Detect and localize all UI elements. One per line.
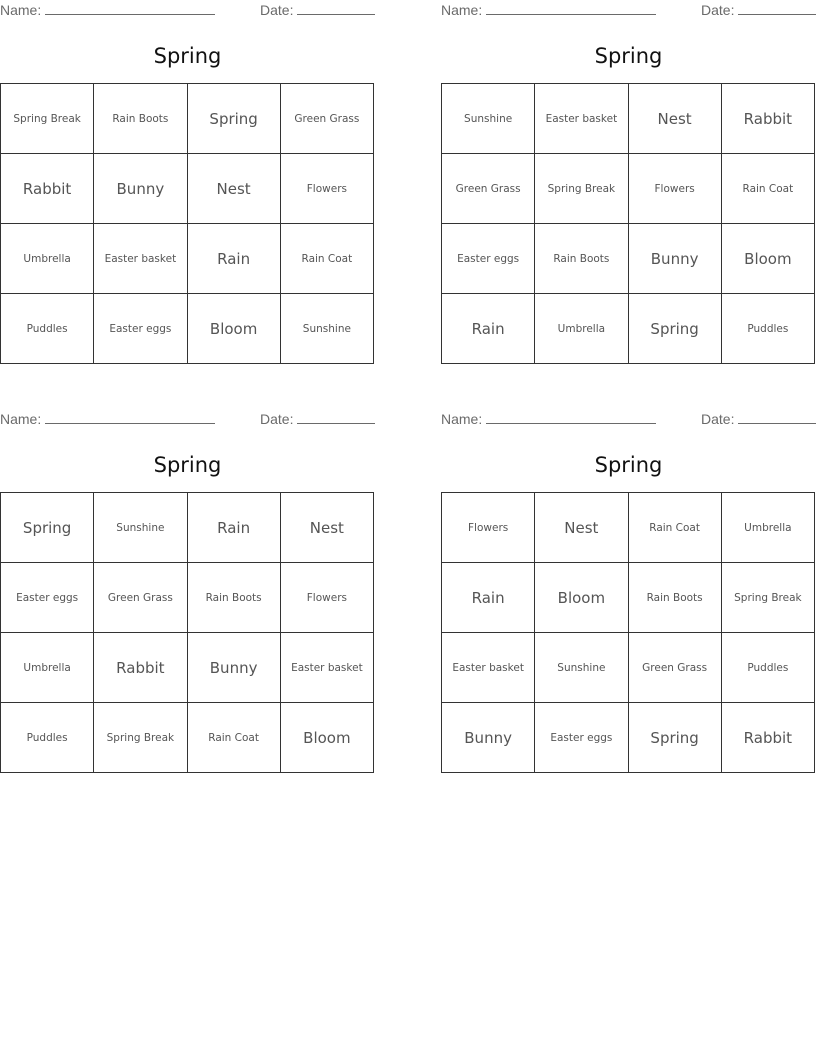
bingo-cell: Easter eggs [535,703,628,773]
card-header [0,409,375,429]
bingo-cell: Sunshine [281,294,374,364]
bingo-cell: Green Grass [442,154,535,224]
bingo-cell: Rain Boots [94,84,187,154]
bingo-cell: Umbrella [1,633,94,703]
bingo-cell: Spring [1,493,94,563]
card-header [0,0,375,20]
bingo-card-3 [0,409,375,774]
bingo-cell: Spring [629,294,722,364]
bingo-cell: Flowers [281,563,374,633]
bingo-cell: Green Grass [281,84,374,154]
bingo-cell: Easter basket [442,633,535,703]
name-blank-line [45,409,215,424]
date-blank-line [297,0,375,15]
bingo-card-1 [0,0,375,365]
bingo-cell: Umbrella [722,493,815,563]
name-blank-line [486,0,656,15]
bingo-cell: Bunny [94,154,187,224]
bingo-cell: Nest [629,84,722,154]
bingo-cell: Green Grass [629,633,722,703]
date-label: Date: [260,411,294,427]
bingo-cell: Spring [188,84,281,154]
name-label: Name: [441,2,483,18]
bingo-cell: Bloom [535,563,628,633]
name-field [0,409,215,429]
bingo-card-4 [441,409,816,774]
card-header [441,0,816,20]
card-title: Spring [153,453,222,477]
name-field [0,0,215,20]
date-label: Date: [701,2,735,18]
name-blank-line [45,0,215,15]
date-field [701,0,816,20]
bingo-cell: Nest [535,493,628,563]
bingo-cell: Nest [188,154,281,224]
bingo-cell: Rabbit [94,633,187,703]
date-blank-line [738,0,816,15]
bingo-card-2 [441,0,816,365]
date-field [260,0,375,20]
bingo-cell: Bloom [281,703,374,773]
bingo-cell: Spring Break [94,703,187,773]
bingo-cell: Rain [442,563,535,633]
bingo-cell: Spring Break [1,84,94,154]
bingo-cell: Rain Coat [188,703,281,773]
bingo-cell: Flowers [629,154,722,224]
bingo-cell: Easter eggs [94,294,187,364]
name-label: Name: [441,411,483,427]
date-label: Date: [701,411,735,427]
bingo-cell: Rain Boots [188,563,281,633]
bingo-cell: Bloom [722,224,815,294]
bingo-cell: Sunshine [94,493,187,563]
bingo-cell: Rain Boots [535,224,628,294]
bingo-cell: Umbrella [1,224,94,294]
card-title: Spring [594,453,663,477]
date-label: Date: [260,2,294,18]
bingo-cell: Rain Boots [629,563,722,633]
bingo-grid [441,83,815,364]
bingo-cell: Rain Coat [722,154,815,224]
bingo-cell: Rain [188,224,281,294]
bingo-cell: Easter eggs [1,563,94,633]
date-blank-line [738,409,816,424]
date-blank-line [297,409,375,424]
name-field [441,0,656,20]
bingo-cell: Puddles [722,294,815,364]
bingo-cell: Easter basket [281,633,374,703]
bingo-cell: Puddles [722,633,815,703]
bingo-cell: Rabbit [722,703,815,773]
bingo-cell: Spring Break [535,154,628,224]
bingo-cell: Green Grass [94,563,187,633]
bingo-cell: Rabbit [1,154,94,224]
bingo-cell: Easter basket [535,84,628,154]
bingo-grid [441,492,815,773]
bingo-cell: Nest [281,493,374,563]
date-field [260,409,375,429]
bingo-cell: Bunny [188,633,281,703]
card-title: Spring [594,44,663,68]
bingo-cell: Flowers [442,493,535,563]
bingo-cell: Flowers [281,154,374,224]
bingo-cell: Sunshine [535,633,628,703]
bingo-cell: Rain [188,493,281,563]
bingo-cell: Spring Break [722,563,815,633]
bingo-cell: Rain Coat [629,493,722,563]
card-header [441,409,816,429]
bingo-cell: Rain [442,294,535,364]
name-field [441,409,656,429]
date-field [701,409,816,429]
bingo-cell: Puddles [1,703,94,773]
bingo-cell: Bunny [629,224,722,294]
bingo-cell: Rabbit [722,84,815,154]
bingo-cell: Spring [629,703,722,773]
bingo-cell: Rain Coat [281,224,374,294]
bingo-cell: Easter eggs [442,224,535,294]
bingo-cell: Bunny [442,703,535,773]
bingo-grid [0,492,374,773]
name-label: Name: [0,411,42,427]
bingo-cell: Umbrella [535,294,628,364]
card-title: Spring [153,44,222,68]
bingo-cell: Bloom [188,294,281,364]
name-label: Name: [0,2,42,18]
bingo-cell: Sunshine [442,84,535,154]
name-blank-line [486,409,656,424]
bingo-cell: Easter basket [94,224,187,294]
bingo-cell: Puddles [1,294,94,364]
bingo-grid [0,83,374,364]
